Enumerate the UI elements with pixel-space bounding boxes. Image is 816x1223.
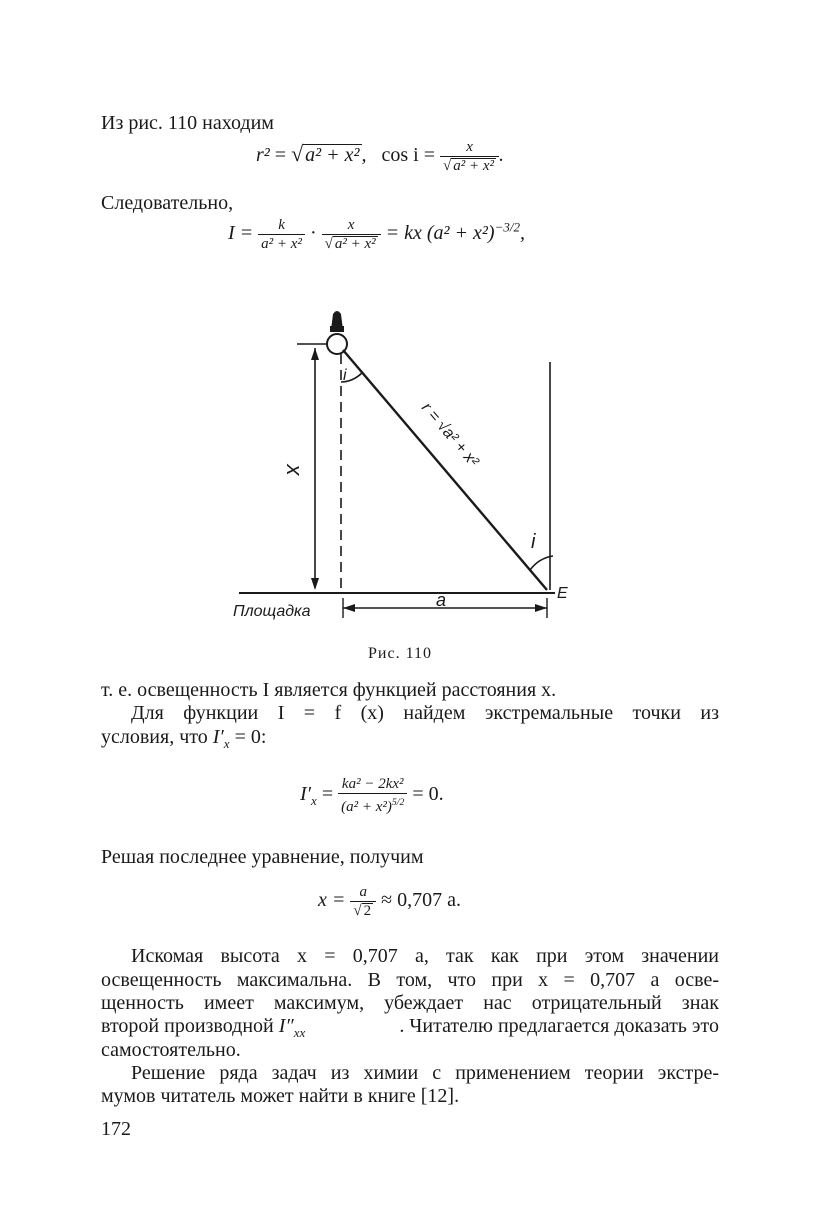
- figure-caption: Рис. 110: [368, 645, 432, 662]
- paragraph-2-line-2: [101, 726, 266, 752]
- a-label: a: [435, 590, 447, 610]
- eq2-fraction-1: [258, 216, 305, 253]
- eq3-fraction: [338, 775, 407, 816]
- therefore-text: Следовательно,: [101, 192, 234, 214]
- eq2-rhs: = kx (a² + x²): [380, 222, 495, 245]
- eq4-fraction: [350, 883, 376, 920]
- lamp-icon: [327, 311, 347, 354]
- paragraph-4-line-2: освещенность максимальна. В том, что при x = 0,707 a осве-: [101, 969, 719, 991]
- eq3-den-exp: 5/2: [391, 797, 405, 808]
- eq3-lhs-sub: x: [311, 793, 317, 809]
- p2-l2-c: = 0:: [229, 726, 267, 748]
- eq1-cos-label: cos i =: [381, 144, 441, 167]
- paragraph-4-line-1: Искомая высота x = 0,707 a, так как при этом значении: [131, 945, 719, 967]
- eq1-end: .: [499, 144, 505, 167]
- paragraph-5-line-2: мумов читатель может найти в книге [12].: [101, 1085, 460, 1107]
- paragraph-3: Решая последнее уравнение, получим: [101, 846, 424, 868]
- x-label: x: [282, 464, 307, 476]
- paragraph-5-line-1: Решение ряда задач из химии с применением теории экстре-: [131, 1062, 719, 1084]
- eq3-den: (a² + x²): [341, 799, 392, 815]
- eq2-dot: ·: [304, 222, 322, 245]
- eq2-exponent: −3/2: [494, 219, 520, 235]
- r-label: r = √a² + x²: [417, 399, 482, 471]
- a-arrow-right: [535, 604, 547, 612]
- equation-r-cos: [256, 138, 504, 175]
- p2-l2-sub: x: [223, 736, 230, 751]
- eq2-lhs: I =: [228, 222, 259, 245]
- eq4-lhs: x =: [318, 889, 351, 912]
- e-label: E: [557, 585, 568, 602]
- page-number: 172: [101, 1118, 131, 1140]
- paragraph-1: т. е. освещенность I является функцией расстояния x.: [101, 679, 557, 701]
- i-bottom-label: i: [531, 531, 536, 553]
- eq2-f2-num: x: [347, 217, 355, 233]
- eq1-cos-num: x: [466, 139, 473, 155]
- intro-text: Из рис. 110 находим: [101, 112, 274, 134]
- eq1-radicand: a² + x²: [305, 144, 360, 167]
- radical-sign: √: [291, 141, 304, 167]
- eq1-cos-den: a² + x²: [453, 158, 495, 174]
- eq2-f1-num: k: [278, 217, 285, 233]
- eq1-cos-fraction: [440, 138, 499, 175]
- paragraph-4-line-4: [101, 1015, 719, 1041]
- eq1-r2: r²: [256, 144, 270, 167]
- eq3-rhs: = 0.: [407, 783, 444, 806]
- eq3-num: ka² − 2kx²: [341, 776, 404, 792]
- radical-sign: √: [443, 158, 452, 174]
- a-arrow-left: [343, 604, 355, 612]
- p4-l4-sub: xx: [293, 1025, 306, 1040]
- eq2-fraction-2: [322, 216, 381, 253]
- paragraph-4-line-3: щенность имеет максимум, убеждает нас отрицательный знак: [101, 992, 719, 1014]
- equation-illuminance: [228, 216, 525, 253]
- eq3-lhs: I′: [300, 783, 312, 806]
- ground-label: Площадка: [233, 603, 311, 620]
- eq2-f1-den: a² + x²: [258, 234, 305, 253]
- eq1-comma: ,: [361, 144, 367, 167]
- eq3-eq: =: [316, 783, 339, 806]
- p4-l4-c: . Читателю предлагается доказать это: [399, 1015, 719, 1037]
- eq2-end: ,: [519, 222, 525, 245]
- height-arrow-bottom: [311, 578, 319, 590]
- p2-l2-a: условия, что: [101, 726, 213, 748]
- paragraph-4-line-5: самостоятельно.: [101, 1039, 241, 1061]
- equation-solution: [318, 883, 461, 920]
- p4-l4-a: второй производной: [101, 1015, 279, 1037]
- eq2-f2-den: a² + x²: [334, 236, 376, 252]
- eq4-rhs: ≈ 0,707 a.: [376, 889, 461, 912]
- eq4-den: 2: [363, 903, 372, 919]
- height-arrow-top: [311, 348, 319, 360]
- equation-derivative: [300, 775, 444, 816]
- radical-sign: √: [353, 903, 362, 919]
- distance-line-r: [343, 350, 547, 590]
- eq1-eq: =: [269, 144, 292, 167]
- p4-l4-b: I″: [278, 1015, 294, 1037]
- paragraph-2-line-1: Для функции I = f (x) найдем экстремальные точки из: [131, 702, 719, 724]
- figure-lamp-diagram: [225, 300, 568, 640]
- i-top-label: i: [343, 367, 347, 384]
- radical-sign: √: [324, 236, 333, 252]
- eq4-num: a: [359, 884, 367, 900]
- p2-l2-b: I′: [212, 726, 224, 748]
